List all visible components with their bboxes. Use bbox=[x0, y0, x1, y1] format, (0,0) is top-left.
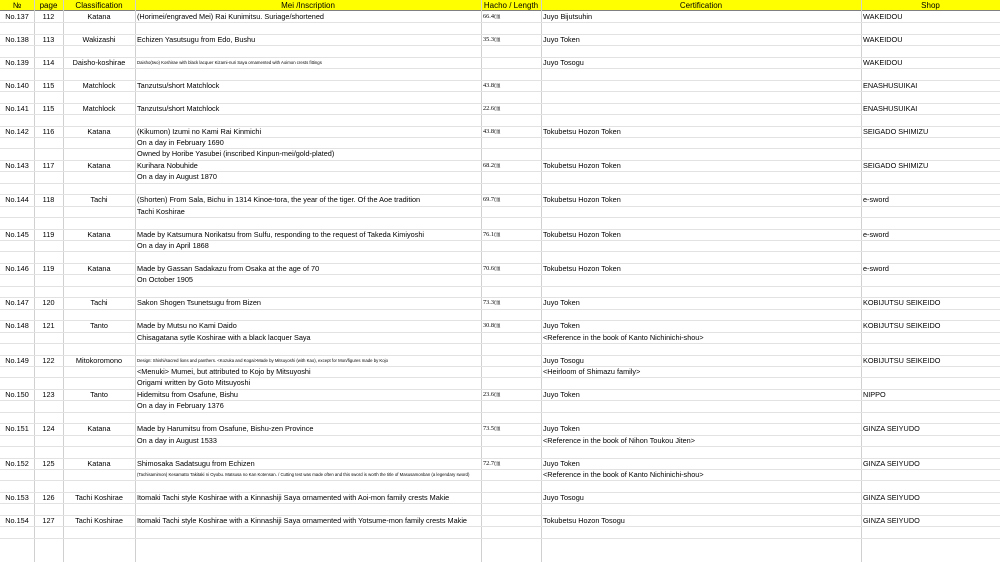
shop-cell[interactable]: WAKEIDOU bbox=[863, 58, 903, 67]
shop-cell[interactable]: e-sword bbox=[863, 230, 889, 239]
mei-cell[interactable]: Itomaki Tachi style Koshirae with a Kinnashiji Saya ornamented with Yotsume-mon family crests Makie bbox=[137, 516, 467, 525]
cls-cell[interactable]: Tachi bbox=[90, 195, 108, 204]
shop-cell[interactable]: GINZA SEIYUDO bbox=[863, 424, 920, 433]
row-divider bbox=[0, 526, 1000, 527]
cert-cell[interactable]: Juyo Bijutsuhin bbox=[543, 12, 593, 21]
mei-cell[interactable]: Chisagatana sytle Koshirae with a black lacquer Saya bbox=[137, 333, 311, 342]
shop-cell[interactable]: SEIGADO SHIMIZU bbox=[863, 161, 929, 170]
mei-cell[interactable]: Hidemitsu from Osafune, Bishu bbox=[137, 390, 238, 399]
cert-cell[interactable]: Tokubetsu Hozon Token bbox=[543, 127, 621, 136]
row-divider bbox=[0, 217, 1000, 218]
cls-cell[interactable]: Katana bbox=[87, 12, 111, 21]
row-divider bbox=[0, 286, 1000, 287]
page-cell[interactable]: 115 bbox=[42, 81, 55, 90]
column-divider bbox=[63, 0, 64, 562]
mei-cell[interactable]: On a day in August 1870 bbox=[137, 172, 217, 181]
row-divider bbox=[0, 412, 1000, 413]
cert-cell[interactable]: Tokubetsu Hozon Token bbox=[543, 195, 621, 204]
page-cell[interactable]: 123 bbox=[42, 390, 55, 399]
row-divider bbox=[0, 183, 1000, 184]
shop-cell[interactable]: NIPPO bbox=[863, 390, 886, 399]
no-cell[interactable]: No.153 bbox=[5, 493, 29, 502]
row-divider bbox=[0, 22, 1000, 23]
mei-cell[interactable]: Daisho(two) Koshirae with black lacquer Kizami-nuri Saya ornamented with Aoimon crests fittings bbox=[137, 60, 322, 65]
mei-cell[interactable]: Origami written by Goto Mitsuyoshi bbox=[137, 378, 251, 387]
page-cell[interactable]: 119 bbox=[42, 230, 55, 239]
shop-cell[interactable]: GINZA SEIYUDO bbox=[863, 493, 920, 502]
no-cell[interactable]: No.143 bbox=[5, 161, 29, 170]
cert-cell[interactable]: Juyo Tosogu bbox=[543, 356, 584, 365]
cert-cell[interactable]: Juyo Token bbox=[543, 298, 580, 307]
cert-cell[interactable]: Tokubetsu Hozon Tosogu bbox=[543, 516, 625, 525]
len-cell[interactable]: 69.7㎝ bbox=[483, 196, 501, 203]
no-cell[interactable]: No.147 bbox=[5, 298, 29, 307]
mei-cell[interactable]: (Shorten) From Sala, Bichu in 1314 Kinoe-tora, the year of the tiger. Of the Aoe tradition bbox=[137, 195, 421, 204]
page-cell[interactable]: 124 bbox=[42, 424, 55, 433]
row-divider bbox=[0, 45, 1000, 46]
header-certification[interactable]: Certification bbox=[679, 1, 723, 10]
len-cell[interactable]: 70.6㎝ bbox=[483, 265, 501, 272]
header-mei-inscription[interactable]: Mei /Inscription bbox=[281, 1, 335, 10]
row-divider bbox=[0, 538, 1000, 539]
shop-cell[interactable]: GINZA SEIYUDO bbox=[863, 516, 920, 525]
cert-cell[interactable]: Juyo Token bbox=[543, 390, 580, 399]
mei-cell[interactable]: Design: Shishi/sacred lions and panthers. <Kozuka and Kogai>Made by Mitsuyoshi (with Kao), except for Mon/figures made by Kojo bbox=[137, 358, 389, 363]
header-shop[interactable]: Shop bbox=[921, 1, 940, 10]
shop-cell[interactable]: GINZA SEIYUDO bbox=[863, 459, 920, 468]
row-divider bbox=[0, 309, 1000, 310]
page-cell[interactable]: 119 bbox=[42, 264, 55, 273]
row-divider bbox=[0, 480, 1000, 481]
cls-cell[interactable]: Matchlock bbox=[82, 104, 116, 113]
page-cell[interactable]: 116 bbox=[42, 127, 55, 136]
cls-cell[interactable]: Tanto bbox=[90, 321, 108, 330]
page-cell[interactable]: 121 bbox=[42, 321, 55, 330]
page-cell[interactable]: 125 bbox=[42, 459, 55, 468]
mei-cell[interactable]: Owned by Horibe Yasubei (inscribed Kinpun-mei/gold-plated) bbox=[137, 149, 335, 158]
cert-cell[interactable]: <Reference in the book of Kanto Nichinichi-shou> bbox=[543, 470, 704, 479]
cert-cell[interactable]: <Heirloom of Shimazu family> bbox=[543, 367, 641, 376]
no-cell[interactable]: No.137 bbox=[5, 12, 29, 21]
page-cell[interactable]: 113 bbox=[42, 35, 55, 44]
no-cell[interactable]: No.142 bbox=[5, 127, 29, 136]
len-cell[interactable]: 43.8㎝ bbox=[483, 128, 501, 135]
mei-cell[interactable]: Tanzutsu/short Matchlock bbox=[137, 104, 220, 113]
column-divider bbox=[135, 0, 136, 562]
cls-cell[interactable]: Wakizashi bbox=[82, 35, 116, 44]
page-cell[interactable]: 120 bbox=[42, 298, 55, 307]
cls-cell[interactable]: Katana bbox=[87, 459, 111, 468]
row-divider bbox=[0, 503, 1000, 504]
column-divider bbox=[861, 0, 862, 562]
shop-cell[interactable]: e-sword bbox=[863, 195, 889, 204]
mei-cell[interactable]: (Horimei/engraved Mei) Rai Kunimitsu. Suriage/shortened bbox=[137, 12, 324, 21]
mei-cell[interactable]: Itomaki Tachi style Koshirae with a Kinnashiji Saya ornamented with Aoi-mon family crests Makie bbox=[137, 493, 450, 502]
len-cell[interactable]: 22.6㎝ bbox=[483, 105, 501, 112]
mei-cell[interactable]: (Kikumon) Izumi no Kami Rai Kinmichi bbox=[137, 127, 262, 136]
no-cell[interactable]: No.140 bbox=[5, 81, 29, 90]
no-cell[interactable]: No.146 bbox=[5, 264, 29, 273]
mei-cell[interactable]: Tachi Koshirae bbox=[137, 207, 185, 216]
no-cell[interactable]: No.149 bbox=[5, 356, 29, 365]
cls-cell[interactable]: Matchlock bbox=[82, 81, 116, 90]
mei-cell[interactable]: Tanzutsu/short Matchlock bbox=[137, 81, 220, 90]
no-cell[interactable]: No.144 bbox=[5, 195, 29, 204]
no-cell[interactable]: No.150 bbox=[5, 390, 29, 399]
cert-cell[interactable]: Juyo Token bbox=[543, 424, 580, 433]
cert-cell[interactable]: Juyo Token bbox=[543, 321, 580, 330]
mei-cell[interactable]: Made by Harumitsu from Osafune, Bishu-zen Province bbox=[137, 424, 314, 433]
row-divider bbox=[0, 68, 1000, 69]
header-no[interactable]: № bbox=[12, 1, 22, 10]
column-divider bbox=[541, 0, 542, 562]
row-divider bbox=[0, 343, 1000, 344]
cls-cell[interactable]: Katana bbox=[87, 161, 111, 170]
cert-cell[interactable]: Juyo Token bbox=[543, 35, 580, 44]
shop-cell[interactable]: ENASHUSUIKAI bbox=[863, 104, 918, 113]
shop-cell[interactable]: KOBIJUTSU SEIKEIDO bbox=[863, 356, 941, 365]
shop-cell[interactable]: KOBIJUTSU SEIKEIDO bbox=[863, 298, 941, 307]
len-cell[interactable]: 73.3㎝ bbox=[483, 299, 501, 306]
no-cell[interactable]: No.141 bbox=[5, 104, 29, 113]
cls-cell[interactable]: Katana bbox=[87, 230, 111, 239]
cls-cell[interactable]: Tachi Koshirae bbox=[75, 516, 123, 525]
page-cell[interactable]: 117 bbox=[42, 161, 55, 170]
mei-cell[interactable]: Made by Gassan Sadakazu from Osaka at the age of 70 bbox=[137, 264, 320, 273]
cert-cell[interactable]: Juyo Tosogu bbox=[543, 58, 584, 67]
page-cell[interactable]: 122 bbox=[42, 356, 55, 365]
len-cell[interactable]: 43.8㎝ bbox=[483, 82, 501, 89]
mei-cell[interactable]: On a day in February 1376 bbox=[137, 401, 224, 410]
header-row bbox=[0, 0, 1000, 11]
mei-cell[interactable]: Made by Mutsu no Kami Daido bbox=[137, 321, 237, 330]
len-cell[interactable]: 66.4㎝ bbox=[483, 13, 501, 20]
no-cell[interactable]: No.139 bbox=[5, 58, 29, 67]
len-cell[interactable]: 76.1㎝ bbox=[483, 231, 501, 238]
mei-cell[interactable]: On a day in February 1690 bbox=[137, 138, 224, 147]
cls-cell[interactable]: Tachi bbox=[90, 298, 108, 307]
cls-cell[interactable]: Tanto bbox=[90, 390, 108, 399]
cls-cell[interactable]: Katana bbox=[87, 424, 111, 433]
shop-cell[interactable]: e-sword bbox=[863, 264, 889, 273]
no-cell[interactable]: No.138 bbox=[5, 35, 29, 44]
page-cell[interactable]: 112 bbox=[42, 12, 55, 21]
column-divider bbox=[481, 0, 482, 562]
cls-cell[interactable]: Daisho-koshirae bbox=[72, 58, 126, 67]
no-cell[interactable]: No.154 bbox=[5, 516, 29, 525]
row-divider bbox=[0, 251, 1000, 252]
len-cell[interactable]: 30.8㎝ bbox=[483, 322, 501, 329]
page-cell[interactable]: 114 bbox=[42, 58, 55, 67]
cert-cell[interactable]: Juyo Token bbox=[543, 459, 580, 468]
mei-cell[interactable]: On October 1905 bbox=[137, 275, 193, 284]
len-cell[interactable]: 73.5㎝ bbox=[483, 425, 501, 432]
header-length[interactable]: Hacho / Length bbox=[483, 1, 539, 10]
mei-cell[interactable]: On a day in April 1868 bbox=[137, 241, 209, 250]
no-cell[interactable]: No.152 bbox=[5, 459, 29, 468]
len-cell[interactable]: 23.6㎝ bbox=[483, 391, 501, 398]
len-cell[interactable]: 35.3㎝ bbox=[483, 36, 501, 43]
mei-cell[interactable]: Shimosaka Sadatsugu from Echizen bbox=[137, 459, 255, 468]
header-page[interactable]: page bbox=[39, 1, 58, 10]
row-divider bbox=[0, 446, 1000, 447]
page-cell[interactable]: 127 bbox=[42, 516, 55, 525]
mei-cell[interactable]: Kurihara Nobuhide bbox=[137, 161, 198, 170]
page-cell[interactable]: 118 bbox=[42, 195, 55, 204]
mei-cell[interactable]: Made by Katsumura Norikatsu from Sulfu, responding to the request of Takeda Kimiyoshi bbox=[137, 230, 425, 239]
shop-cell[interactable]: ENASHUSUIKAI bbox=[863, 81, 918, 90]
column-divider bbox=[34, 0, 35, 562]
len-cell[interactable]: 72.7㎝ bbox=[483, 460, 501, 467]
cert-cell[interactable]: <Reference in the book of Nihon Toukou Jiten> bbox=[543, 436, 695, 445]
cls-cell[interactable]: Mitokoromono bbox=[75, 356, 123, 365]
mei-cell[interactable]: Echizen Yasutsugu from Edo, Bushu bbox=[137, 35, 256, 44]
mei-cell[interactable]: Sakon Shogen Tsunetsugu from Bizen bbox=[137, 298, 261, 307]
cls-cell[interactable]: Katana bbox=[87, 127, 111, 136]
cert-cell[interactable]: Tokubetsu Hozon Token bbox=[543, 230, 621, 239]
cert-cell[interactable]: Tokubetsu Hozon Token bbox=[543, 264, 621, 273]
cert-cell[interactable]: Juyo Tosogu bbox=[543, 493, 584, 502]
no-cell[interactable]: No.145 bbox=[5, 230, 29, 239]
page-cell[interactable]: 115 bbox=[42, 104, 55, 113]
len-cell[interactable]: 68.2㎝ bbox=[483, 162, 501, 169]
page-cell[interactable]: 126 bbox=[42, 493, 55, 502]
mei-cell[interactable]: On a day in August 1533 bbox=[137, 436, 217, 445]
shop-cell[interactable]: WAKEIDOU bbox=[863, 35, 903, 44]
shop-cell[interactable]: SEIGADO SHIMIZU bbox=[863, 127, 929, 136]
row-divider bbox=[0, 91, 1000, 92]
row-divider bbox=[0, 114, 1000, 115]
header-classification[interactable]: Classification bbox=[75, 1, 123, 10]
no-cell[interactable]: No.148 bbox=[5, 321, 29, 330]
cert-cell[interactable]: <Reference in the book of Kanto Nichinichi-shou> bbox=[543, 333, 704, 342]
cls-cell[interactable]: Katana bbox=[87, 264, 111, 273]
mei-cell[interactable]: (Tachisamimon) Kesamatto Takitaki ni Oyobu. Matsusa no Kan Kotensan. / Cutting test was made often and this sword is worth the title of Masusamonban (a legendary sword) bbox=[137, 472, 470, 477]
mei-cell[interactable]: <Menuki> Mumei, but attributed to Kojo by Mitsuyoshi bbox=[137, 367, 311, 376]
no-cell[interactable]: No.151 bbox=[5, 424, 29, 433]
shop-cell[interactable]: WAKEIDOU bbox=[863, 12, 903, 21]
shop-cell[interactable]: KOBIJUTSU SEIKEIDO bbox=[863, 321, 941, 330]
cert-cell[interactable]: Tokubetsu Hozon Token bbox=[543, 161, 621, 170]
cls-cell[interactable]: Tachi Koshirae bbox=[75, 493, 123, 502]
